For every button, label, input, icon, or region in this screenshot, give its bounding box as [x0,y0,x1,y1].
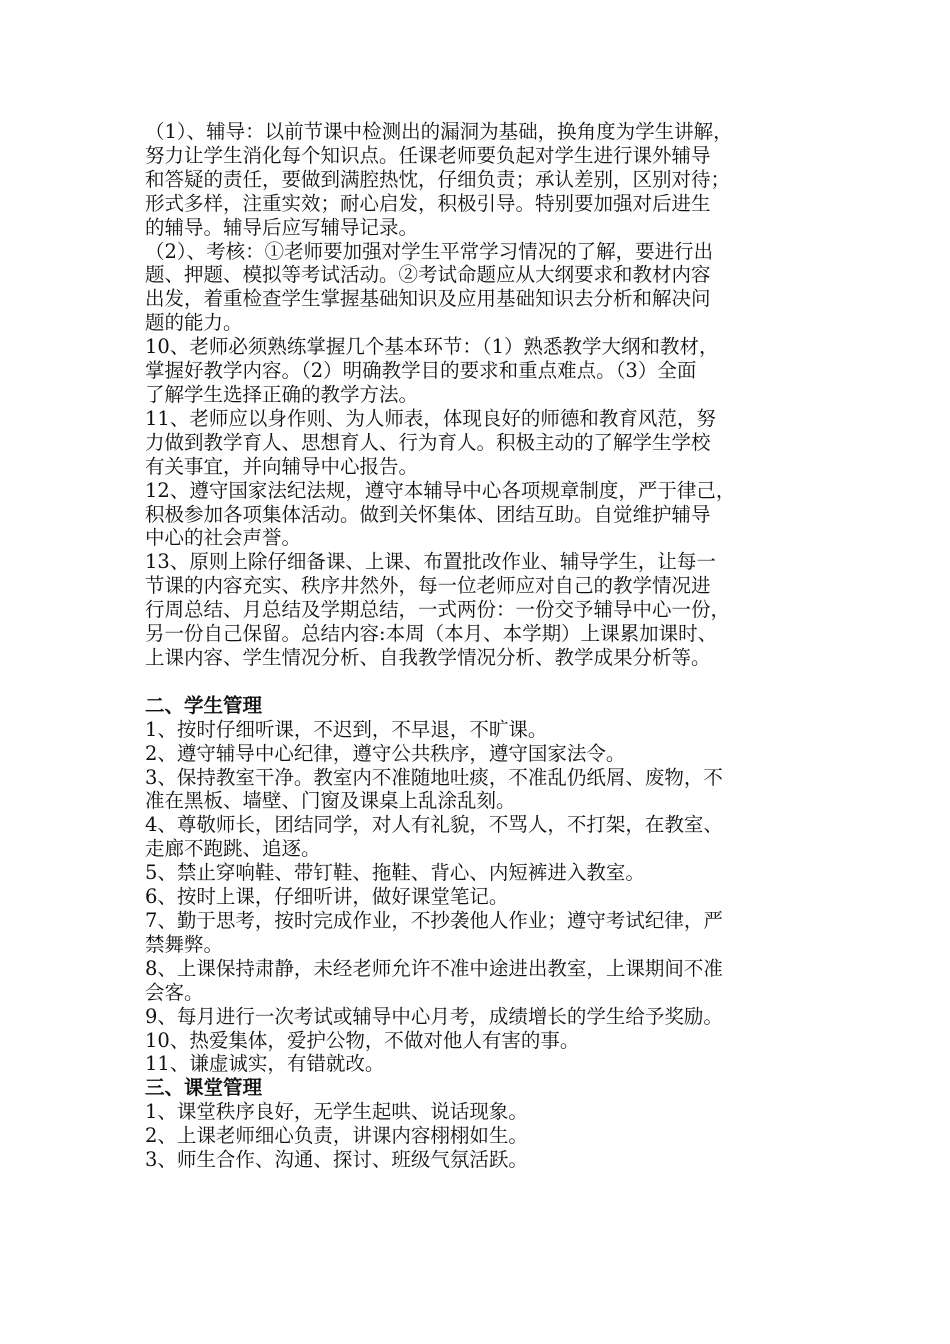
list-item: 1、课堂秩序良好，无学生起哄、说话现象。 [145,1100,528,1124]
list-item: 6、按时上课，仔细听讲，做好课堂笔记。 [145,885,509,909]
document-page [145,120,815,1172]
list-item: 2、遵守辅导中心纪律，遵守公共秩序，遵守国家法令。 [145,741,626,765]
list-item: 5、禁止穿响鞋、带钉鞋、拖鞋、背心、内短裤进入教室。 [145,861,645,885]
section-spacer [145,670,815,694]
paragraph-rule-11: 11、老师应以身作则、为人师表，体现良好的师德和教育风范，努 力做到教学育人、思想育人、行为育人。积极主动的了解学生学校 有关事宜，并向辅导中心报告。 [145,406,716,478]
list-item: 3、保持教室干净。教室内不准随地吐痰，不准乱仍纸屑、废物，不 准在黑板、墙壁、门窗及课桌上乱涂乱刻。 [145,765,723,813]
list-item: 4、尊敬师长，团结同学，对人有礼貌，不骂人，不打架，在教室、 走廊不跑跳、追逐。 [145,813,723,861]
list-item: 3、师生合作、沟通、探讨、班级气氛活跃。 [145,1148,528,1172]
list-item: 9、每月进行一次考试或辅导中心月考，成绩增长的学生给予奖励。 [145,1004,723,1028]
paragraph-rule-13: 13、原则上除仔细备课、上课、布置批改作业、辅导学生，让每一 节课的内容充实、秩序井然外，每一位老师应对自己的教学情况进 行周总结、月总结及学期总结，一式两份：一份交予辅导中心一份， 另一份自己保留。总结内容:本周（本月、本学期）上课累加课时、 上课内容、学生情况分析、自我教学情况分析、教学成果分析等。 [145,550,731,669]
list-item: 11、谦虚诚实，有错就改。 [145,1052,385,1076]
paragraph-rule-10: 10、老师必须熟练掌握几个基本环节：（1）熟悉教学大纲和教材， 掌握好教学内容。（2）明确教学目的要求和重点难点。（3）全面 了解学生选择正确的教学方法。 [145,335,719,406]
list-item: 1、按时仔细听课，不迟到，不早退，不旷课。 [145,717,548,741]
list-item: 10、热爱集体，爱护公物，不做对他人有害的事。 [145,1028,580,1052]
paragraph-tutoring: （1）、辅导：以前节课中检测出的漏洞为基础，换角度为学生讲解， 努力让学生消化每个知识点。任课老师要负起对学生进行课外辅导 和答疑的责任，要做到满腔热忱，仔细负责；承认差别，区别对待； 形式多样，注重实效；耐心启发，积极引导。特别要加强对后进生 的辅导。辅导后应写辅导记录。 [145,120,733,239]
list-item: 2、上课老师细心负责，讲课内容栩栩如生。 [145,1124,528,1148]
section-heading-student-management: 二、学生管理 [145,693,263,717]
list-item: 8、上课保持肃静，未经老师允许不准中途进出教室，上课期间不准 会客。 [145,956,723,1004]
paragraph-assessment: （2）、考核：①老师要加强对学生平常学习情况的了解，要进行出 题、押题、模拟等考试活动。②考试命题应从大纲要求和教材内容 出发，着重检查学生掌握基础知识及应用基础知识去分析和解决问 题的能力。 [145,239,714,335]
list-item: 7、勤于思考，按时完成作业，不抄袭他人作业；遵守考试纪律，严 禁舞弊。 [145,909,723,956]
paragraph-rule-12: 12、遵守国家法纪法规，遵守本辅导中心各项规章制度，严于律己， 积极参加各项集体活动。做到关怀集体、团结互助。自觉维护辅导 中心的社会声誉。 [145,478,736,550]
section-heading-classroom-management: 三、课堂管理 [145,1076,263,1100]
